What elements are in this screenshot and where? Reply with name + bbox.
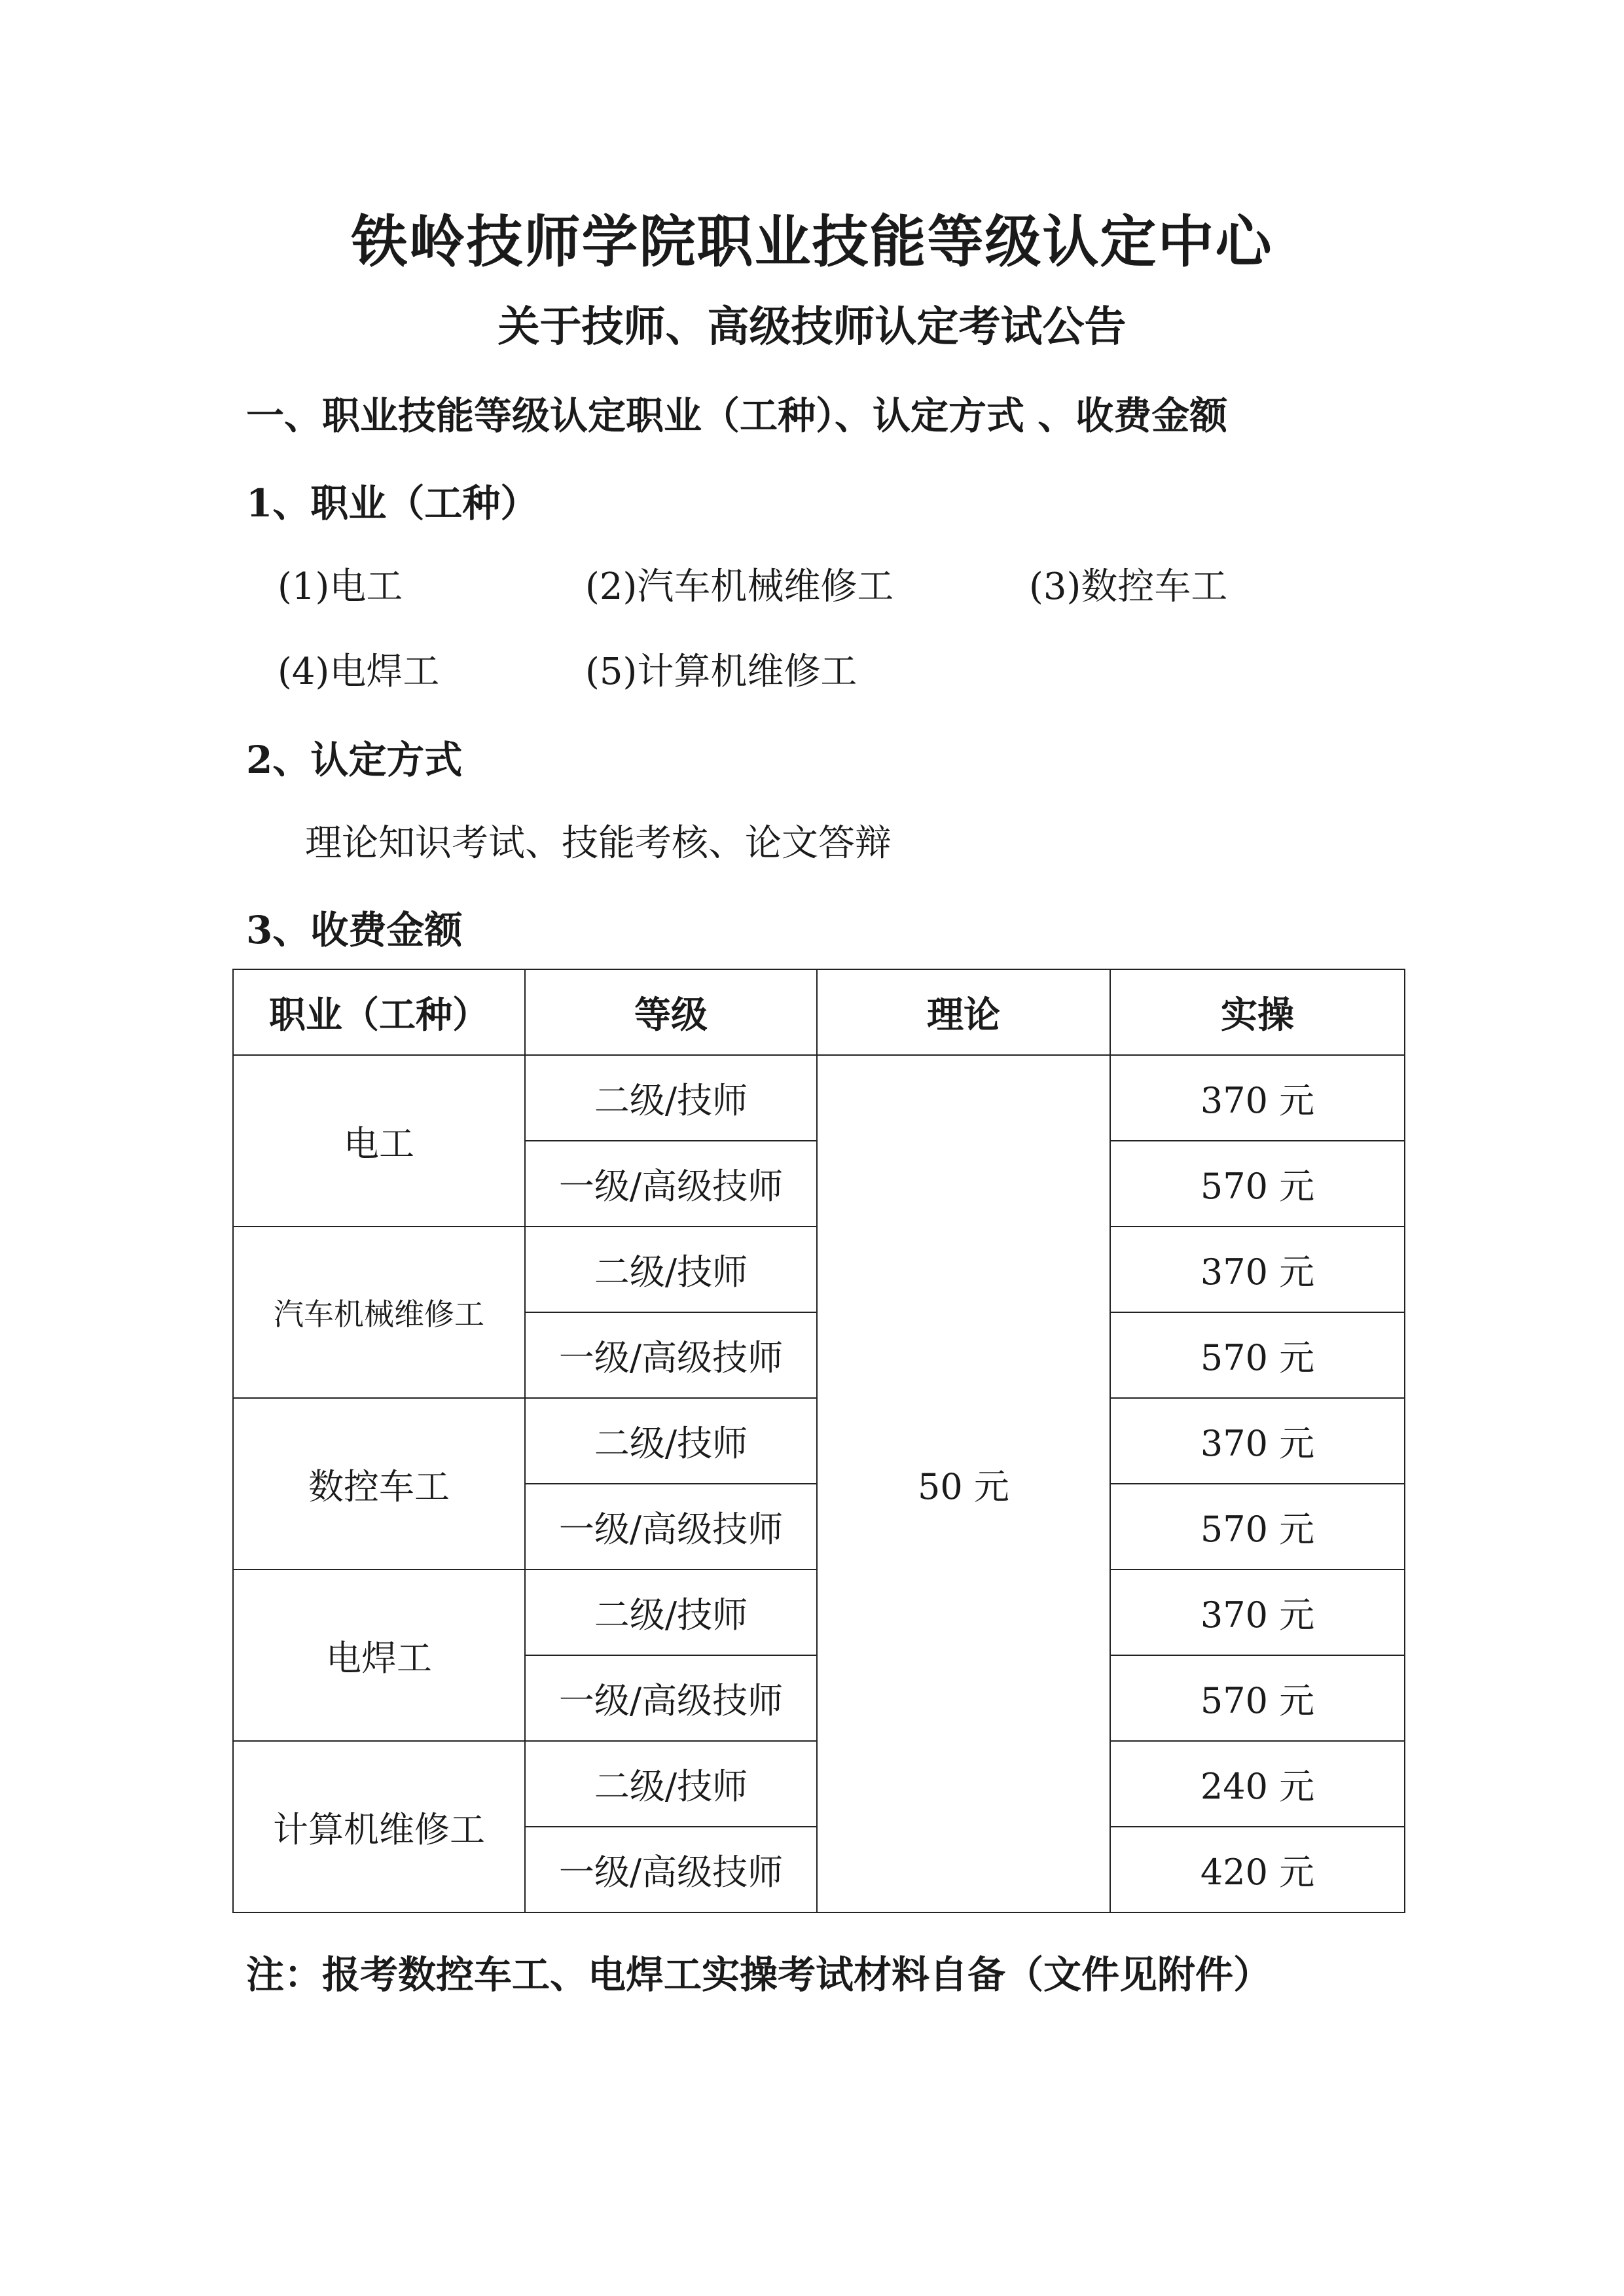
column-header-theory: 理论 bbox=[817, 969, 1110, 1055]
table-header-row bbox=[233, 969, 1405, 1055]
method-heading: 2、认定方式 bbox=[246, 738, 463, 782]
practical-fee-cell: 370 元 bbox=[1110, 1227, 1405, 1312]
page-subtitle: 关于技师、高级技师认定考试公告 bbox=[497, 302, 1127, 351]
level-cell: 二级/技师 bbox=[525, 1398, 817, 1484]
level-cell: 一级/高级技师 bbox=[525, 1141, 817, 1227]
occupations-heading: 1、职业（工种） bbox=[246, 481, 539, 526]
level-cell: 二级/技师 bbox=[525, 1741, 817, 1827]
occupation-cell: 电焊工 bbox=[233, 1570, 525, 1741]
method-text: 理论知识考试、技能考核、论文答辩 bbox=[305, 822, 892, 865]
section-1-heading: 一、职业技能等级认定职业（工种）、认定方式 、收费金额 bbox=[246, 393, 1228, 438]
occupation-cell: 数控车工 bbox=[233, 1398, 525, 1570]
occupation-item: (5)计算机维修工 bbox=[585, 651, 857, 693]
column-header-level: 等级 bbox=[525, 969, 817, 1055]
level-cell: 二级/技师 bbox=[525, 1055, 817, 1141]
practical-fee-cell: 370 元 bbox=[1110, 1570, 1405, 1655]
occupation-cell: 汽车机械维修工 bbox=[233, 1227, 525, 1398]
occupation-item: (1)电工 bbox=[278, 565, 403, 608]
note-text: 注：报考数控车工、电焊工实操考试材料自备（文件见附件） bbox=[246, 1952, 1272, 1997]
occupation-item: (2)汽车机械维修工 bbox=[585, 565, 894, 608]
page-title: 铁岭技师学院职业技能等级认定中心 bbox=[351, 209, 1273, 275]
column-header-occupation: 职业（工种） bbox=[233, 969, 525, 1055]
occupation-item: (3)数控车工 bbox=[1029, 565, 1228, 608]
level-cell: 一级/高级技师 bbox=[525, 1312, 817, 1398]
level-cell: 一级/高级技师 bbox=[525, 1484, 817, 1570]
practical-fee-cell: 570 元 bbox=[1110, 1655, 1405, 1741]
level-cell: 二级/技师 bbox=[525, 1227, 817, 1312]
fees-heading: 3、收费金额 bbox=[246, 908, 463, 952]
theory-fee-cell: 50 元 bbox=[817, 1055, 1110, 1912]
practical-fee-cell: 570 元 bbox=[1110, 1141, 1405, 1227]
level-cell: 一级/高级技师 bbox=[525, 1655, 817, 1741]
occupation-item: (4)电焊工 bbox=[278, 651, 440, 693]
level-cell: 一级/高级技师 bbox=[525, 1827, 817, 1912]
practical-fee-cell: 420 元 bbox=[1110, 1827, 1405, 1912]
occupation-cell: 计算机维修工 bbox=[233, 1741, 525, 1912]
practical-fee-cell: 570 元 bbox=[1110, 1312, 1405, 1398]
practical-fee-cell: 370 元 bbox=[1110, 1055, 1405, 1141]
practical-fee-cell: 570 元 bbox=[1110, 1484, 1405, 1570]
occupation-cell: 电工 bbox=[233, 1055, 525, 1227]
column-header-practical: 实操 bbox=[1110, 969, 1405, 1055]
fee-table bbox=[232, 969, 1405, 1913]
practical-fee-cell: 370 元 bbox=[1110, 1398, 1405, 1484]
level-cell: 二级/技师 bbox=[525, 1570, 817, 1655]
table-row bbox=[233, 1055, 1405, 1141]
practical-fee-cell: 240 元 bbox=[1110, 1741, 1405, 1827]
